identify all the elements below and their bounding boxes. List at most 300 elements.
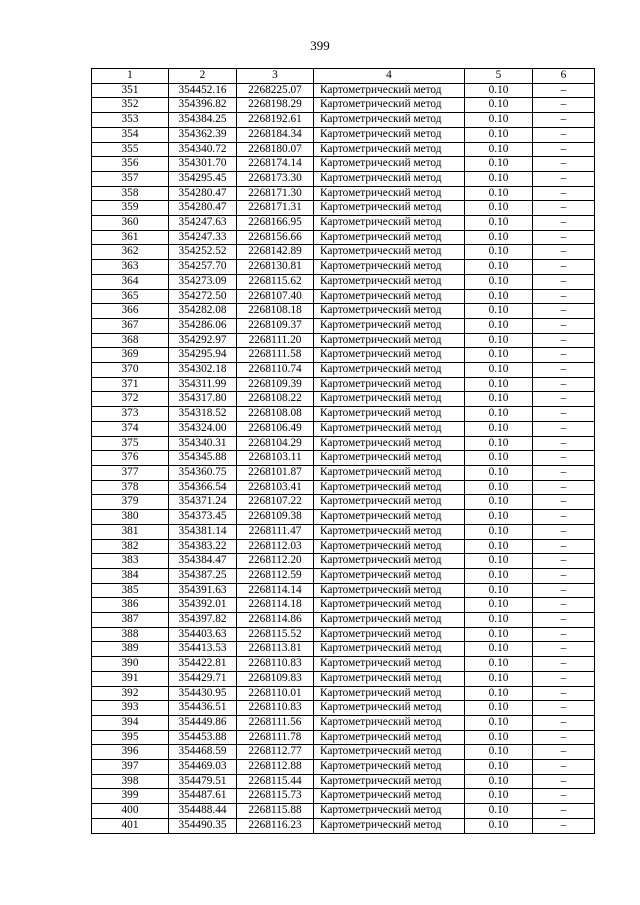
point-number-cell: 353 [92,113,169,128]
description-cell: – [533,583,595,598]
description-cell: – [533,451,595,466]
x-coordinate-cell: 354490.35 [169,818,237,833]
accuracy-cell: 0.10 [465,216,533,231]
method-cell: Картометрический метод [314,804,465,819]
coordinates-table [91,68,595,834]
method-cell: Картометрический метод [314,377,465,392]
description-cell: – [533,142,595,157]
point-number-cell: 389 [92,642,169,657]
table-row [92,260,595,275]
y-coordinate-cell: 2268114.86 [237,613,314,628]
y-coordinate-cell: 2268109.83 [237,671,314,686]
x-coordinate-cell: 354295.45 [169,171,237,186]
method-cell: Картометрический метод [314,554,465,569]
x-coordinate-cell: 354272.50 [169,289,237,304]
accuracy-cell: 0.10 [465,377,533,392]
accuracy-cell: 0.10 [465,157,533,172]
x-coordinate-cell: 354373.45 [169,510,237,525]
method-cell: Картометрический метод [314,568,465,583]
point-number-cell: 365 [92,289,169,304]
point-number-cell: 400 [92,804,169,819]
table-row [92,730,595,745]
table-row [92,818,595,833]
table-row [92,142,595,157]
accuracy-cell: 0.10 [465,451,533,466]
method-cell: Картометрический метод [314,274,465,289]
table-body [92,83,595,833]
point-number-cell: 354 [92,127,169,142]
point-number-cell: 373 [92,407,169,422]
y-coordinate-cell: 2268108.22 [237,392,314,407]
x-coordinate-cell: 354403.63 [169,627,237,642]
table-row [92,568,595,583]
table-row [92,686,595,701]
y-coordinate-cell: 2268112.88 [237,760,314,775]
accuracy-cell: 0.10 [465,421,533,436]
description-cell: – [533,421,595,436]
table-row [92,495,595,510]
method-cell: Картометрический метод [314,657,465,672]
description-cell: – [533,127,595,142]
table-row [92,804,595,819]
y-coordinate-cell: 2268192.61 [237,113,314,128]
point-number-cell: 385 [92,583,169,598]
description-cell: – [533,333,595,348]
method-cell: Картометрический метод [314,760,465,775]
accuracy-cell: 0.10 [465,789,533,804]
method-cell: Картометрический метод [314,333,465,348]
y-coordinate-cell: 2268198.29 [237,98,314,113]
x-coordinate-cell: 354371.24 [169,495,237,510]
x-coordinate-cell: 354257.70 [169,260,237,275]
description-cell: – [533,407,595,422]
table-row [92,554,595,569]
point-number-cell: 367 [92,318,169,333]
description-cell: – [533,304,595,319]
x-coordinate-cell: 354384.25 [169,113,237,128]
x-coordinate-cell: 354302.18 [169,363,237,378]
table-row [92,627,595,642]
x-coordinate-cell: 354392.01 [169,598,237,613]
table-row [92,583,595,598]
point-number-cell: 396 [92,745,169,760]
description-cell: – [533,186,595,201]
x-coordinate-cell: 354318.52 [169,407,237,422]
accuracy-cell: 0.10 [465,127,533,142]
x-coordinate-cell: 354449.86 [169,715,237,730]
accuracy-cell: 0.10 [465,583,533,598]
accuracy-cell: 0.10 [465,436,533,451]
accuracy-cell: 0.10 [465,274,533,289]
point-number-cell: 360 [92,216,169,231]
y-coordinate-cell: 2268166.95 [237,216,314,231]
method-cell: Картометрический метод [314,730,465,745]
point-number-cell: 393 [92,701,169,716]
y-coordinate-cell: 2268107.40 [237,289,314,304]
y-coordinate-cell: 2268115.52 [237,627,314,642]
point-number-cell: 398 [92,774,169,789]
table-row [92,98,595,113]
y-coordinate-cell: 2268108.18 [237,304,314,319]
description-cell: – [533,818,595,833]
y-coordinate-cell: 2268115.44 [237,774,314,789]
x-coordinate-cell: 354280.47 [169,201,237,216]
y-coordinate-cell: 2268111.20 [237,333,314,348]
description-cell: – [533,436,595,451]
accuracy-cell: 0.10 [465,186,533,201]
method-cell: Картометрический метод [314,392,465,407]
description-cell: – [533,245,595,260]
method-cell: Картометрический метод [314,421,465,436]
x-coordinate-cell: 354396.82 [169,98,237,113]
y-coordinate-cell: 2268173.30 [237,171,314,186]
point-number-cell: 376 [92,451,169,466]
accuracy-cell: 0.10 [465,613,533,628]
y-coordinate-cell: 2268101.87 [237,465,314,480]
point-number-cell: 397 [92,760,169,775]
y-coordinate-cell: 2268171.31 [237,201,314,216]
y-coordinate-cell: 2268111.58 [237,348,314,363]
x-coordinate-cell: 354273.09 [169,274,237,289]
point-number-cell: 381 [92,524,169,539]
method-cell: Картометрический метод [314,127,465,142]
table-row [92,216,595,231]
point-number-cell: 363 [92,260,169,275]
point-number-cell: 369 [92,348,169,363]
table-row [92,789,595,804]
method-cell: Картометрический метод [314,774,465,789]
y-coordinate-cell: 2268108.08 [237,407,314,422]
table-row [92,113,595,128]
table-row [92,510,595,525]
description-cell: – [533,568,595,583]
x-coordinate-cell: 354366.54 [169,480,237,495]
point-number-cell: 371 [92,377,169,392]
method-cell: Картометрический метод [314,201,465,216]
x-coordinate-cell: 354422.81 [169,657,237,672]
method-cell: Картометрический метод [314,686,465,701]
point-number-cell: 382 [92,539,169,554]
accuracy-cell: 0.10 [465,304,533,319]
header-cell-6: 6 [533,69,595,84]
table-row [92,363,595,378]
description-cell: – [533,715,595,730]
accuracy-cell: 0.10 [465,495,533,510]
method-cell: Картометрический метод [314,480,465,495]
method-cell: Картометрический метод [314,113,465,128]
table-row [92,642,595,657]
method-cell: Картометрический метод [314,613,465,628]
accuracy-cell: 0.10 [465,245,533,260]
accuracy-cell: 0.10 [465,142,533,157]
method-cell: Картометрический метод [314,363,465,378]
description-cell: – [533,671,595,686]
point-number-cell: 351 [92,83,169,98]
accuracy-cell: 0.10 [465,774,533,789]
x-coordinate-cell: 354387.25 [169,568,237,583]
x-coordinate-cell: 354286.06 [169,318,237,333]
description-cell: – [533,289,595,304]
description-cell: – [533,598,595,613]
accuracy-cell: 0.10 [465,818,533,833]
accuracy-cell: 0.10 [465,171,533,186]
description-cell: – [533,524,595,539]
accuracy-cell: 0.10 [465,745,533,760]
x-coordinate-cell: 354292.97 [169,333,237,348]
description-cell: – [533,657,595,672]
method-cell: Картометрический метод [314,186,465,201]
table-row [92,186,595,201]
accuracy-cell: 0.10 [465,686,533,701]
method-cell: Картометрический метод [314,348,465,363]
point-number-cell: 364 [92,274,169,289]
description-cell: – [533,480,595,495]
table-row [92,598,595,613]
method-cell: Картометрический метод [314,495,465,510]
x-coordinate-cell: 354488.44 [169,804,237,819]
y-coordinate-cell: 2268113.81 [237,642,314,657]
table-row [92,392,595,407]
x-coordinate-cell: 354383.22 [169,539,237,554]
table-row [92,774,595,789]
description-cell: – [533,201,595,216]
description-cell: – [533,318,595,333]
x-coordinate-cell: 354381.14 [169,524,237,539]
accuracy-cell: 0.10 [465,318,533,333]
point-number-cell: 374 [92,421,169,436]
description-cell: – [533,157,595,172]
point-number-cell: 395 [92,730,169,745]
y-coordinate-cell: 2268171.30 [237,186,314,201]
point-number-cell: 401 [92,818,169,833]
accuracy-cell: 0.10 [465,348,533,363]
description-cell: – [533,113,595,128]
y-coordinate-cell: 2268142.89 [237,245,314,260]
x-coordinate-cell: 354247.33 [169,230,237,245]
table-row [92,436,595,451]
point-number-cell: 379 [92,495,169,510]
point-number-cell: 378 [92,480,169,495]
point-number-cell: 372 [92,392,169,407]
table-row [92,421,595,436]
accuracy-cell: 0.10 [465,627,533,642]
point-number-cell: 391 [92,671,169,686]
y-coordinate-cell: 2268115.62 [237,274,314,289]
table-row [92,613,595,628]
table-row [92,171,595,186]
accuracy-cell: 0.10 [465,524,533,539]
method-cell: Картометрический метод [314,642,465,657]
point-number-cell: 352 [92,98,169,113]
x-coordinate-cell: 354430.95 [169,686,237,701]
y-coordinate-cell: 2268110.83 [237,657,314,672]
x-coordinate-cell: 354487.61 [169,789,237,804]
table-row [92,157,595,172]
point-number-cell: 390 [92,657,169,672]
table-row [92,289,595,304]
point-number-cell: 355 [92,142,169,157]
x-coordinate-cell: 354301.70 [169,157,237,172]
accuracy-cell: 0.10 [465,260,533,275]
method-cell: Картометрический метод [314,789,465,804]
point-number-cell: 394 [92,715,169,730]
x-coordinate-cell: 354362.39 [169,127,237,142]
y-coordinate-cell: 2268114.14 [237,583,314,598]
x-coordinate-cell: 354436.51 [169,701,237,716]
y-coordinate-cell: 2268115.73 [237,789,314,804]
description-cell: – [533,539,595,554]
header-cell-1: 1 [92,69,169,84]
x-coordinate-cell: 354295.94 [169,348,237,363]
description-cell: – [533,495,595,510]
accuracy-cell: 0.10 [465,701,533,716]
accuracy-cell: 0.10 [465,363,533,378]
method-cell: Картометрический метод [314,583,465,598]
accuracy-cell: 0.10 [465,333,533,348]
description-cell: – [533,642,595,657]
x-coordinate-cell: 354453.88 [169,730,237,745]
y-coordinate-cell: 2268109.38 [237,510,314,525]
accuracy-cell: 0.10 [465,671,533,686]
accuracy-cell: 0.10 [465,657,533,672]
description-cell: – [533,804,595,819]
method-cell: Картометрический метод [314,715,465,730]
y-coordinate-cell: 2268112.59 [237,568,314,583]
x-coordinate-cell: 354317.80 [169,392,237,407]
table-row [92,539,595,554]
table-row [92,407,595,422]
method-cell: Картометрический метод [314,598,465,613]
table-header-row [92,69,595,84]
x-coordinate-cell: 354479.51 [169,774,237,789]
table-row [92,318,595,333]
x-coordinate-cell: 354340.31 [169,436,237,451]
y-coordinate-cell: 2268104.29 [237,436,314,451]
x-coordinate-cell: 354469.03 [169,760,237,775]
accuracy-cell: 0.10 [465,98,533,113]
y-coordinate-cell: 2268103.41 [237,480,314,495]
method-cell: Картометрический метод [314,230,465,245]
point-number-cell: 361 [92,230,169,245]
accuracy-cell: 0.10 [465,730,533,745]
description-cell: – [533,274,595,289]
table-row [92,745,595,760]
table-row [92,333,595,348]
method-cell: Картометрический метод [314,465,465,480]
method-cell: Картометрический метод [314,304,465,319]
point-number-cell: 399 [92,789,169,804]
header-cell-4: 4 [314,69,465,84]
description-cell: – [533,260,595,275]
method-cell: Картометрический метод [314,745,465,760]
method-cell: Картометрический метод [314,524,465,539]
description-cell: – [533,745,595,760]
method-cell: Картометрический метод [314,671,465,686]
method-cell: Картометрический метод [314,260,465,275]
x-coordinate-cell: 354345.88 [169,451,237,466]
point-number-cell: 358 [92,186,169,201]
x-coordinate-cell: 354280.47 [169,186,237,201]
point-number-cell: 368 [92,333,169,348]
point-number-cell: 377 [92,465,169,480]
method-cell: Картометрический метод [314,436,465,451]
table-row [92,230,595,245]
description-cell: – [533,774,595,789]
point-number-cell: 392 [92,686,169,701]
table-row [92,657,595,672]
accuracy-cell: 0.10 [465,83,533,98]
table-row [92,304,595,319]
x-coordinate-cell: 354311.99 [169,377,237,392]
description-cell: – [533,554,595,569]
y-coordinate-cell: 2268174.14 [237,157,314,172]
y-coordinate-cell: 2268110.74 [237,363,314,378]
description-cell: – [533,465,595,480]
y-coordinate-cell: 2268130.81 [237,260,314,275]
header-cell-5: 5 [465,69,533,84]
y-coordinate-cell: 2268112.77 [237,745,314,760]
y-coordinate-cell: 2268156.66 [237,230,314,245]
method-cell: Картометрический метод [314,451,465,466]
method-cell: Картометрический метод [314,216,465,231]
table-row [92,377,595,392]
y-coordinate-cell: 2268106.49 [237,421,314,436]
y-coordinate-cell: 2268109.37 [237,318,314,333]
x-coordinate-cell: 354413.53 [169,642,237,657]
table-row [92,83,595,98]
y-coordinate-cell: 2268110.01 [237,686,314,701]
method-cell: Картометрический метод [314,627,465,642]
point-number-cell: 386 [92,598,169,613]
y-coordinate-cell: 2268116.23 [237,818,314,833]
accuracy-cell: 0.10 [465,230,533,245]
method-cell: Картометрический метод [314,98,465,113]
method-cell: Картометрический метод [314,171,465,186]
description-cell: – [533,686,595,701]
x-coordinate-cell: 354360.75 [169,465,237,480]
point-number-cell: 356 [92,157,169,172]
y-coordinate-cell: 2268107.22 [237,495,314,510]
description-cell: – [533,363,595,378]
point-number-cell: 362 [92,245,169,260]
description-cell: – [533,627,595,642]
method-cell: Картометрический метод [314,142,465,157]
method-cell: Картометрический метод [314,818,465,833]
method-cell: Картометрический метод [314,245,465,260]
y-coordinate-cell: 2268112.20 [237,554,314,569]
y-coordinate-cell: 2268111.78 [237,730,314,745]
method-cell: Картометрический метод [314,318,465,333]
y-coordinate-cell: 2268115.88 [237,804,314,819]
table-row [92,671,595,686]
description-cell: – [533,392,595,407]
accuracy-cell: 0.10 [465,289,533,304]
y-coordinate-cell: 2268109.39 [237,377,314,392]
method-cell: Картометрический метод [314,510,465,525]
table-row [92,524,595,539]
accuracy-cell: 0.10 [465,113,533,128]
point-number-cell: 375 [92,436,169,451]
method-cell: Картометрический метод [314,407,465,422]
table-row [92,480,595,495]
table-row [92,274,595,289]
point-number-cell: 370 [92,363,169,378]
description-cell: – [533,760,595,775]
accuracy-cell: 0.10 [465,201,533,216]
y-coordinate-cell: 2268110.83 [237,701,314,716]
table-row [92,715,595,730]
point-number-cell: 384 [92,568,169,583]
